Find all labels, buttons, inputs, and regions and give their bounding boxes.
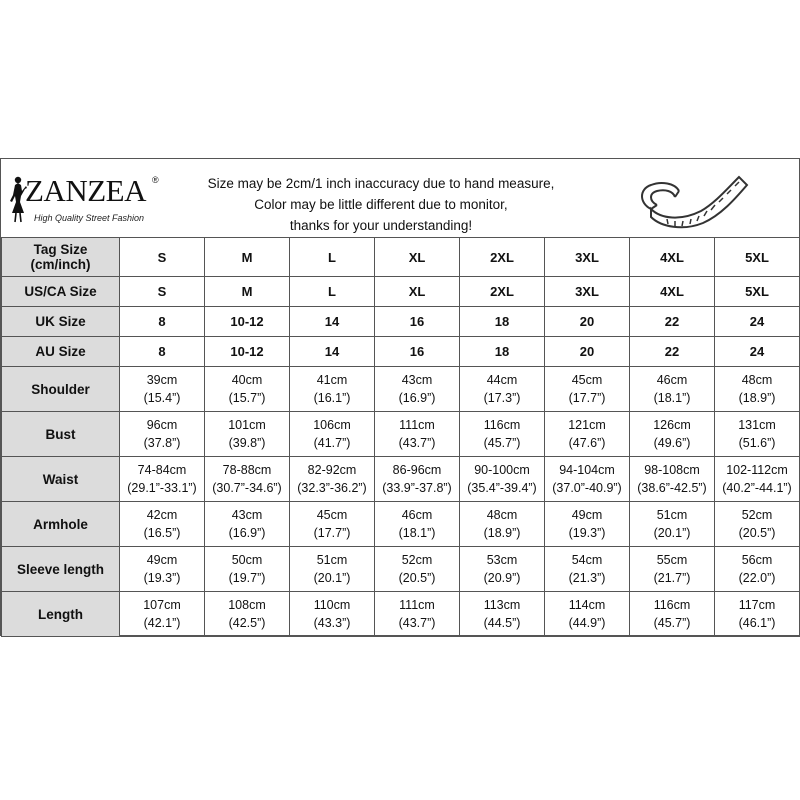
metric-value: 51cm xyxy=(316,553,348,567)
measurement-cell xyxy=(545,367,630,412)
metric-value: 101cm xyxy=(228,418,266,432)
row-label: AU Size xyxy=(2,337,120,367)
imperial-value: (20.5”) xyxy=(398,571,436,585)
measurement-cell xyxy=(205,457,290,502)
measurement-cell xyxy=(290,592,375,637)
measurement-cell xyxy=(545,412,630,457)
imperial-value: (33.9”-37.8”) xyxy=(382,481,452,495)
measurement-cell xyxy=(460,457,545,502)
size-cell: 20 xyxy=(545,337,630,367)
metric-value: 102-112cm xyxy=(726,463,788,477)
row-label: Length xyxy=(2,592,120,637)
imperial-value: (42.5”) xyxy=(228,616,266,630)
measurement-cell xyxy=(205,547,290,592)
metric-value: 48cm xyxy=(486,508,518,522)
imperial-value: (15.4”) xyxy=(143,391,181,405)
imperial-value: (20.9”) xyxy=(483,571,521,585)
measurement-cell xyxy=(375,547,460,592)
imperial-value: (18.9”) xyxy=(483,526,521,540)
table-row xyxy=(2,412,800,457)
metric-value: 90-100cm xyxy=(474,463,530,477)
size-cell: 5XL xyxy=(715,277,800,307)
size-cell: 3XL xyxy=(545,277,630,307)
size-cell: 22 xyxy=(630,307,715,337)
metric-value: 56cm xyxy=(741,553,773,567)
table-row xyxy=(2,367,800,412)
metric-value: 114cm xyxy=(568,598,606,612)
row-label: Armhole xyxy=(2,502,120,547)
metric-value: 96cm xyxy=(146,418,178,432)
measurement-notice xyxy=(201,173,561,236)
table-row xyxy=(2,592,800,637)
size-cell: M xyxy=(205,238,290,277)
metric-value: 107cm xyxy=(143,598,181,612)
size-cell: 16 xyxy=(375,307,460,337)
size-cell: 10-12 xyxy=(205,307,290,337)
size-cell: 18 xyxy=(460,337,545,367)
row-label xyxy=(2,238,120,277)
measurement-cell xyxy=(715,457,800,502)
imperial-value: (16.1”) xyxy=(313,391,351,405)
metric-value: 86-96cm xyxy=(392,463,442,477)
measurement-cell xyxy=(545,457,630,502)
imperial-value: (20.1”) xyxy=(313,571,351,585)
imperial-value: (39.8”) xyxy=(228,436,266,450)
metric-value: 108cm xyxy=(228,598,266,612)
imperial-value: (21.3”) xyxy=(568,571,606,585)
metric-value: 48cm xyxy=(741,373,773,387)
imperial-value: (47.6”) xyxy=(568,436,606,450)
size-cell: XL xyxy=(375,277,460,307)
imperial-value: (45.7”) xyxy=(483,436,521,450)
size-cell: XL xyxy=(375,238,460,277)
imperial-value: (46.1”) xyxy=(738,616,776,630)
table-row xyxy=(2,307,800,337)
notice-line: thanks for your understanding! xyxy=(289,218,473,233)
imperial-value: (16.9”) xyxy=(228,526,266,540)
size-cell: 2XL xyxy=(460,238,545,277)
imperial-value: (51.6”) xyxy=(738,436,776,450)
size-cell: 8 xyxy=(120,307,205,337)
imperial-value: (43.7”) xyxy=(398,436,436,450)
measurement-cell xyxy=(375,412,460,457)
metric-value: 54cm xyxy=(571,553,603,567)
measurement-cell xyxy=(460,502,545,547)
measurement-cell xyxy=(545,592,630,637)
measurement-cell xyxy=(290,412,375,457)
measuring-tape-icon xyxy=(631,169,751,233)
metric-value: 45cm xyxy=(316,508,348,522)
notice-line: Size may be 2cm/1 inch inaccuracy due to hand measure, xyxy=(207,176,555,191)
metric-value: 111cm xyxy=(399,598,435,612)
imperial-value: (19.3”) xyxy=(143,571,181,585)
measurement-cell xyxy=(375,592,460,637)
imperial-value: (41.7”) xyxy=(313,436,351,450)
measurement-cell xyxy=(545,502,630,547)
metric-value: 49cm xyxy=(571,508,603,522)
table-row xyxy=(2,277,800,307)
measurement-cell xyxy=(545,547,630,592)
measurement-cell xyxy=(715,502,800,547)
metric-value: 117cm xyxy=(738,598,776,612)
metric-value: 116cm xyxy=(483,418,521,432)
imperial-value: (32.3”-36.2”) xyxy=(297,481,367,495)
imperial-value: (17.3”) xyxy=(483,391,521,405)
metric-value: 53cm xyxy=(486,553,518,567)
imperial-value: (38.6”-42.5”) xyxy=(637,481,707,495)
measurement-cell xyxy=(460,367,545,412)
metric-value: 42cm xyxy=(146,508,178,522)
measurement-cell xyxy=(205,502,290,547)
table-row xyxy=(2,502,800,547)
metric-value: 94-104cm xyxy=(559,463,615,477)
imperial-value: (37.0”-40.9”) xyxy=(552,481,622,495)
metric-value: 52cm xyxy=(741,508,773,522)
row-label-line: (cm/inch) xyxy=(30,257,91,272)
imperial-value: (17.7”) xyxy=(568,391,606,405)
imperial-value: (18.1”) xyxy=(398,526,436,540)
metric-value: 55cm xyxy=(656,553,688,567)
metric-value: 45cm xyxy=(571,373,603,387)
imperial-value: (43.3”) xyxy=(313,616,351,630)
size-cell: S xyxy=(120,277,205,307)
size-cell: 10-12 xyxy=(205,337,290,367)
measurement-cell xyxy=(715,367,800,412)
size-cell: 24 xyxy=(715,307,800,337)
registered-mark: ® xyxy=(152,175,159,185)
measurement-cell xyxy=(120,367,205,412)
measurement-cell xyxy=(290,502,375,547)
metric-value: 82-92cm xyxy=(307,463,357,477)
metric-value: 131cm xyxy=(738,418,776,432)
row-label: Bust xyxy=(2,412,120,457)
brand-name: ZANZEA xyxy=(25,173,146,208)
measurement-cell xyxy=(205,592,290,637)
metric-value: 40cm xyxy=(231,373,263,387)
measurement-cell xyxy=(205,412,290,457)
row-label: Waist xyxy=(2,457,120,502)
table-row xyxy=(2,238,800,277)
measurement-cell xyxy=(205,367,290,412)
imperial-value: (29.1”-33.1”) xyxy=(127,481,197,495)
measurement-cell xyxy=(375,367,460,412)
imperial-value: (35.4”-39.4”) xyxy=(467,481,537,495)
metric-value: 110cm xyxy=(313,598,351,612)
imperial-value: (21.7”) xyxy=(653,571,691,585)
metric-value: 126cm xyxy=(653,418,691,432)
measurement-cell xyxy=(120,547,205,592)
imperial-value: (40.2”-44.1”) xyxy=(722,481,792,495)
imperial-value: (30.7”-34.6”) xyxy=(212,481,282,495)
imperial-value: (44.9”) xyxy=(568,616,606,630)
row-label: Shoulder xyxy=(2,367,120,412)
measurement-cell xyxy=(630,367,715,412)
metric-value: 98-108cm xyxy=(644,463,700,477)
measurement-cell xyxy=(120,502,205,547)
size-cell: L xyxy=(290,277,375,307)
metric-value: 50cm xyxy=(231,553,263,567)
metric-value: 41cm xyxy=(316,373,348,387)
metric-value: 111cm xyxy=(399,418,435,432)
imperial-value: (45.7”) xyxy=(653,616,691,630)
imperial-value: (19.7”) xyxy=(228,571,266,585)
imperial-value: (15.7”) xyxy=(228,391,266,405)
metric-value: 43cm xyxy=(231,508,263,522)
measurement-cell xyxy=(630,547,715,592)
metric-value: 39cm xyxy=(146,373,178,387)
metric-value: 46cm xyxy=(401,508,433,522)
imperial-value: (37.8”) xyxy=(143,436,181,450)
measurement-cell xyxy=(290,457,375,502)
brand-logo xyxy=(7,173,197,231)
imperial-value: (19.3”) xyxy=(568,526,606,540)
size-cell: L xyxy=(290,238,375,277)
metric-value: 113cm xyxy=(483,598,521,612)
measurement-cell xyxy=(120,412,205,457)
imperial-value: (20.5”) xyxy=(738,526,776,540)
imperial-value: (49.6”) xyxy=(653,436,691,450)
size-cell: S xyxy=(120,238,205,277)
metric-value: 49cm xyxy=(146,553,178,567)
measurement-cell xyxy=(715,547,800,592)
notice-line: Color may be little different due to monitor, xyxy=(254,197,508,212)
size-cell: 8 xyxy=(120,337,205,367)
imperial-value: (44.5”) xyxy=(483,616,521,630)
imperial-value: (16.5”) xyxy=(143,526,181,540)
imperial-value: (42.1”) xyxy=(143,616,181,630)
measurement-cell xyxy=(375,502,460,547)
row-label-line: Tag Size xyxy=(33,242,88,257)
imperial-value: (17.7”) xyxy=(313,526,351,540)
measurement-cell xyxy=(630,502,715,547)
row-label: US/CA Size xyxy=(2,277,120,307)
metric-value: 121cm xyxy=(568,418,606,432)
size-chart-header xyxy=(1,159,799,237)
table-row xyxy=(2,457,800,502)
imperial-value: (20.1”) xyxy=(653,526,691,540)
imperial-value: (22.0”) xyxy=(738,571,776,585)
size-cell: 3XL xyxy=(545,238,630,277)
imperial-value: (18.1”) xyxy=(653,391,691,405)
size-cell: 18 xyxy=(460,307,545,337)
measurement-cell xyxy=(715,412,800,457)
table-row xyxy=(2,547,800,592)
metric-value: 52cm xyxy=(401,553,433,567)
size-cell: 14 xyxy=(290,337,375,367)
metric-value: 74-84cm xyxy=(137,463,187,477)
metric-value: 46cm xyxy=(656,373,688,387)
imperial-value: (16.9”) xyxy=(398,391,436,405)
metric-value: 51cm xyxy=(656,508,688,522)
brand-tagline: High Quality Street Fashion xyxy=(34,213,145,223)
size-cell: 16 xyxy=(375,337,460,367)
measurement-cell xyxy=(715,592,800,637)
row-label: UK Size xyxy=(2,307,120,337)
measurement-cell xyxy=(120,457,205,502)
metric-value: 44cm xyxy=(486,373,518,387)
measurement-cell xyxy=(460,412,545,457)
size-cell: 20 xyxy=(545,307,630,337)
imperial-value: (18.9”) xyxy=(738,391,776,405)
measurement-cell xyxy=(630,592,715,637)
measurement-cell xyxy=(375,457,460,502)
measurement-cell xyxy=(460,547,545,592)
metric-value: 116cm xyxy=(653,598,691,612)
metric-value: 43cm xyxy=(401,373,433,387)
measurement-cell xyxy=(630,412,715,457)
size-cell: M xyxy=(205,277,290,307)
row-label: Sleeve length xyxy=(2,547,120,592)
size-cell: 4XL xyxy=(630,277,715,307)
measurement-cell xyxy=(460,592,545,637)
measurement-cell xyxy=(630,457,715,502)
size-chart xyxy=(0,158,800,636)
size-cell: 5XL xyxy=(715,238,800,277)
metric-value: 106cm xyxy=(313,418,351,432)
imperial-value: (43.7”) xyxy=(398,616,436,630)
size-cell: 24 xyxy=(715,337,800,367)
size-cell: 4XL xyxy=(630,238,715,277)
metric-value: 78-88cm xyxy=(222,463,272,477)
measurement-cell xyxy=(120,592,205,637)
size-table xyxy=(1,237,800,637)
size-cell: 22 xyxy=(630,337,715,367)
size-cell: 2XL xyxy=(460,277,545,307)
size-cell: 14 xyxy=(290,307,375,337)
table-row xyxy=(2,337,800,367)
measurement-cell xyxy=(290,367,375,412)
measurement-cell xyxy=(290,547,375,592)
